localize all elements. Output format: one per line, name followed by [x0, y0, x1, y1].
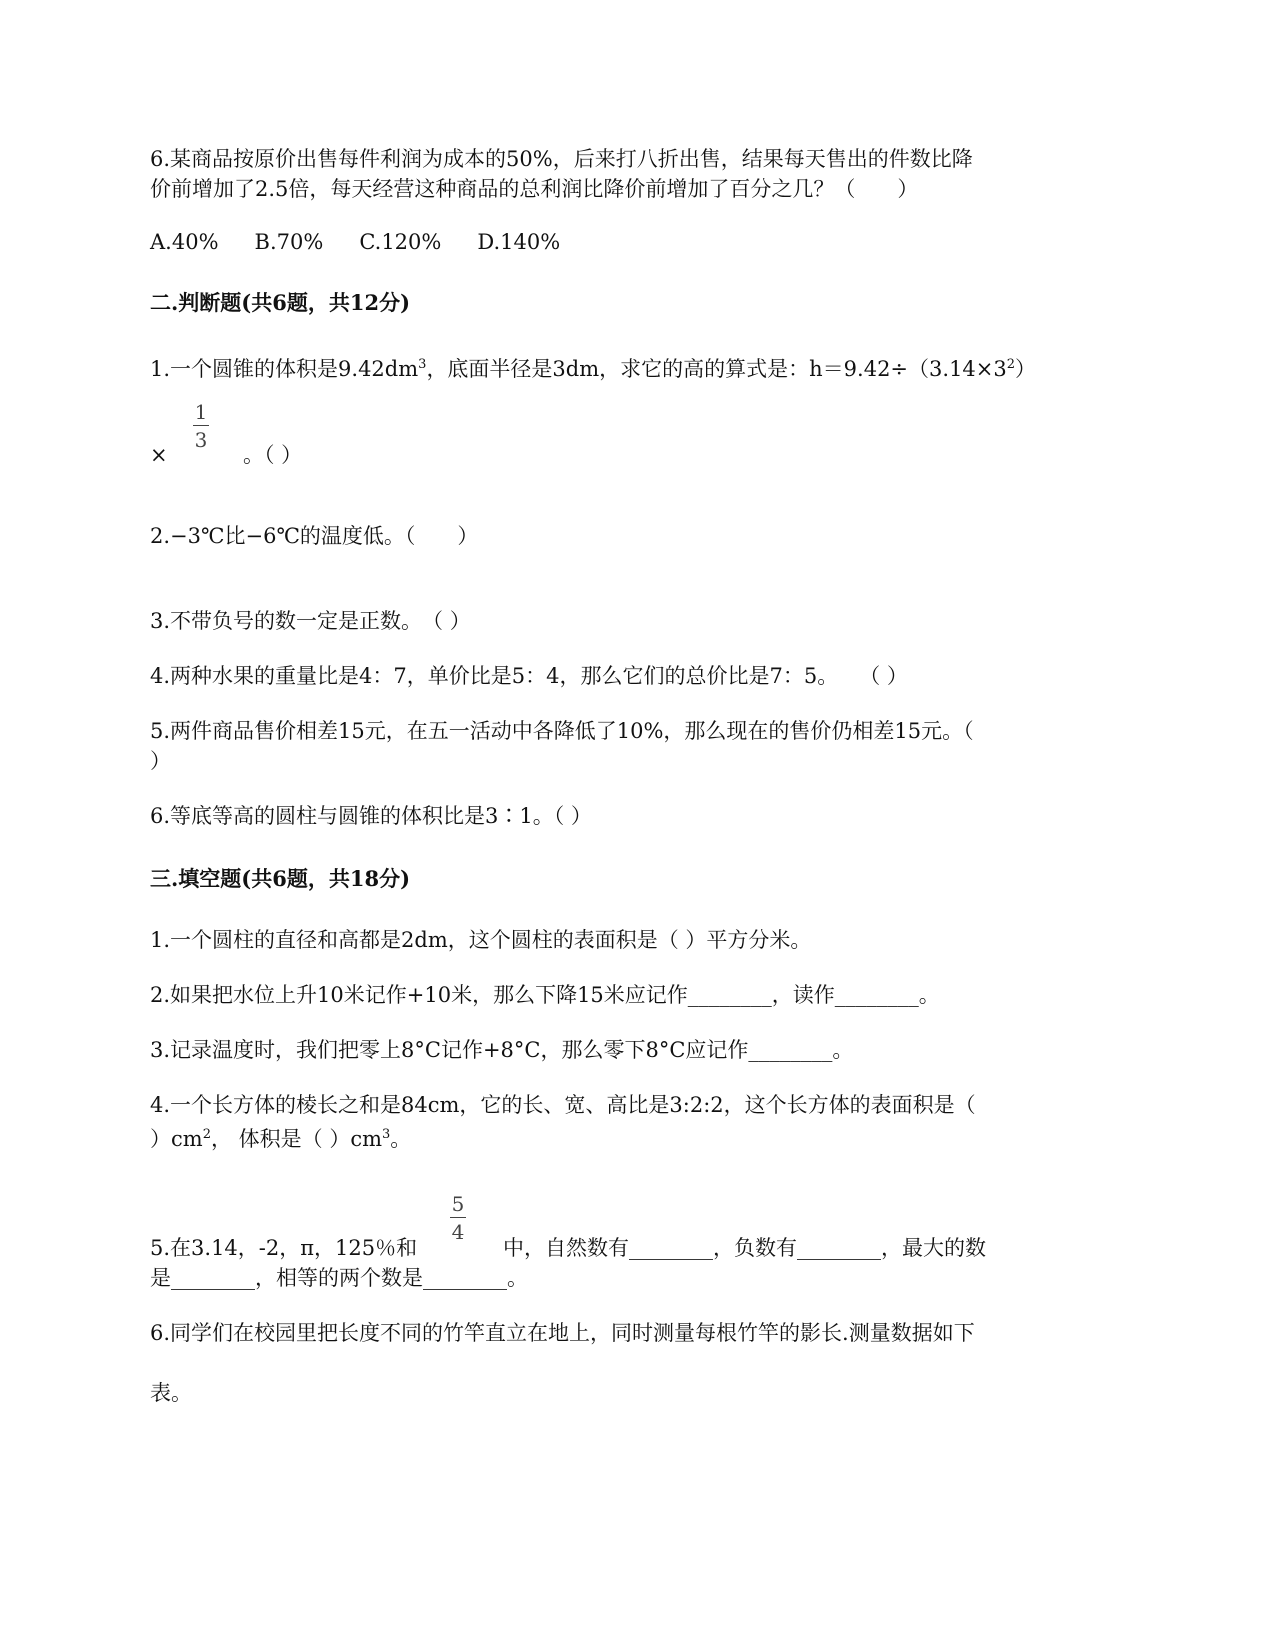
- s2-q5-line1: 5.两件商品售价相差15元，在五一活动中各降低了10%，那么现在的售价仍相差15元。（: [150, 719, 974, 743]
- s3-q4-line2: ）$cm^2$， 体积是（ ）$cm^3$。: [150, 1127, 412, 1151]
- s3-q6-line1: 6.同学们在校园里把长度不同的竹竿直立在地上，同时测量每根竹竿的影长.测量数据如下: [150, 1321, 975, 1345]
- s2-q5-line2: ）: [150, 749, 171, 773]
- section2-heading: 二.判断题(共6题，共12分): [150, 290, 411, 315]
- s1-q6-line2: 价前增加了2.5倍，每天经营这种商品的总利润比降价前增加了百分之几？（ ）: [150, 177, 919, 201]
- s3-q1: 1.一个圆柱的直径和高都是2dm，这个圆柱的表面积是（ ）平方分米。: [150, 928, 812, 952]
- fraction-one-third: 1 3: [194, 400, 208, 452]
- section3-heading: 三.填空题(共6题，共18分): [150, 866, 411, 891]
- fraction-five-fourths: 5 4: [451, 1192, 465, 1244]
- s3-q3: 3.记录温度时，我们把零上8°C记作+8°C，那么零下8°C应记作________。: [150, 1038, 854, 1062]
- s3-q2: 2.如果把水位上升10米记作+10米，那么下降15米应记作________，读作________。: [150, 983, 940, 1007]
- s3-q5-line1b: 中，自然数有________，负数有________，最大的数: [503, 1236, 986, 1260]
- s3-q6-line2: 表。: [150, 1381, 192, 1405]
- s2-q1-line1: 1.一个圆锥的体积是$9.42dm^3$，底面半径是3dm，求它的高的算式是：$h=9.42\div(3.14\times 3^2)$: [150, 357, 1037, 381]
- s2-q1-tail: 。（ ）: [243, 443, 303, 467]
- s1-q6-line1: 6.某商品按原价出售每件利润为成本的50%，后来打八折出售，结果每天售出的件数比降: [150, 147, 973, 171]
- s2-q1-times: ×: [150, 443, 168, 467]
- s2-q3: 3.不带负号的数一定是正数。 （ ）: [150, 609, 471, 633]
- s1-q6-options: [150, 227, 596, 257]
- s2-q6: 6.等底等高的圆柱与圆锥的体积比是3∶1。（ ）: [150, 804, 592, 828]
- s3-q4-line1: 4.一个长方体的棱长之和是84cm，它的长、宽、高比是3:2:2，这个长方体的表面积是（: [150, 1093, 976, 1117]
- option-a: A.40%: [150, 230, 219, 254]
- s3-q5-line2: 是________，相等的两个数是________。: [150, 1266, 528, 1290]
- option-c: C.120%: [359, 230, 442, 254]
- s2-q2: 2.−3℃比−6℃的温度低。（ ）: [150, 524, 479, 548]
- s2-q4: 4.两种水果的重量比是4：7，单价比是5：4，那么它们的总价比是7：5。 （ ）: [150, 664, 908, 688]
- s3-q5-line1a: 5.在3.14，-2，π，125％和: [150, 1236, 418, 1260]
- option-d: D.140%: [477, 230, 561, 254]
- option-b: B.70%: [254, 230, 324, 254]
